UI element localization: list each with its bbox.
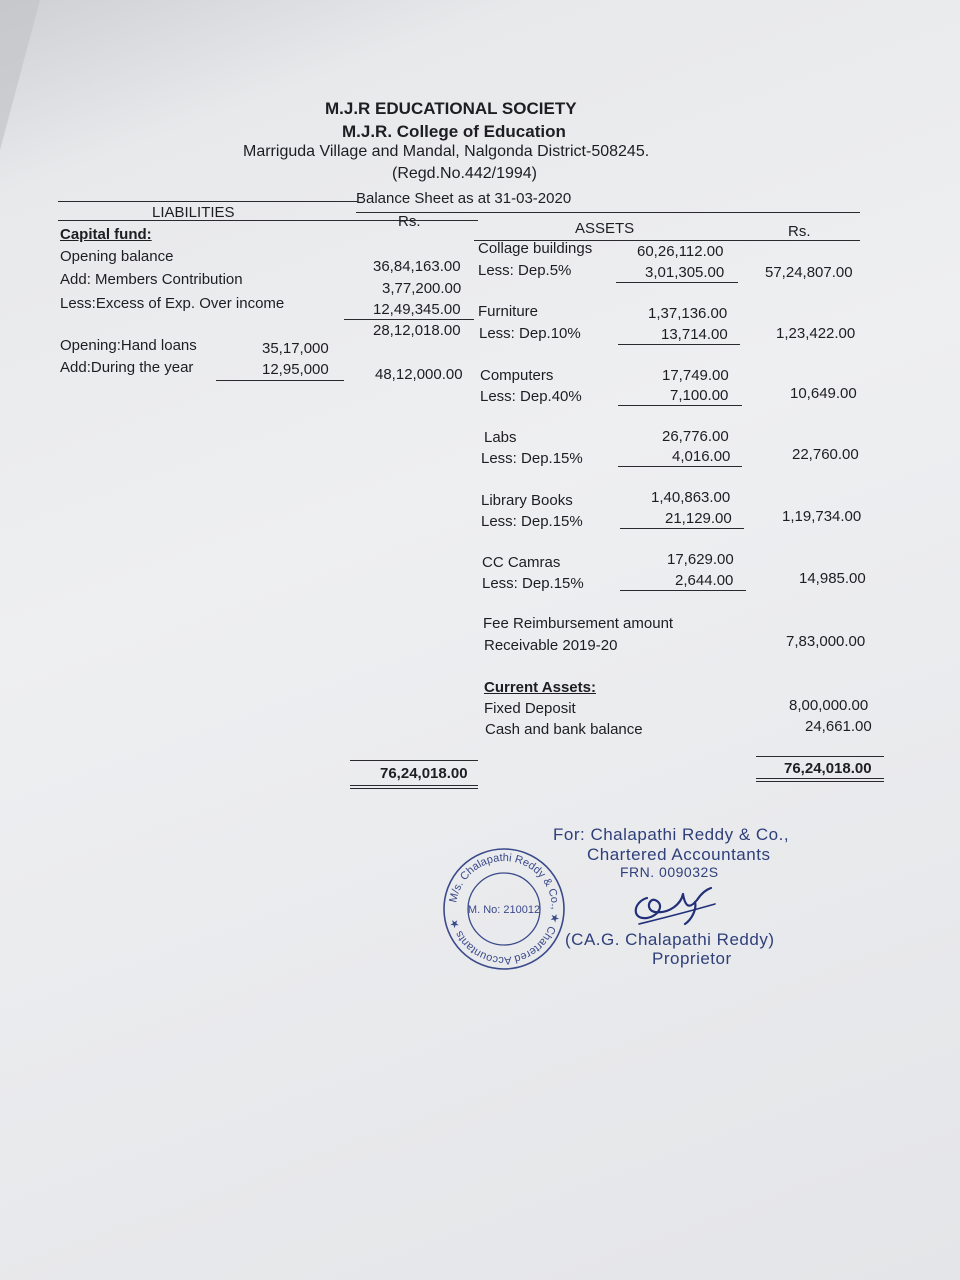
rule-liab-total-bottom-1 bbox=[350, 785, 478, 786]
stamp-membership-number: M. No: 210012 bbox=[467, 904, 541, 916]
excess-expenditure-amount: 12,49,345.00 bbox=[373, 301, 461, 318]
asset-net-furniture: 1,23,422.00 bbox=[776, 325, 856, 342]
asset-dep-label-computers: Less: Dep.40% bbox=[480, 388, 582, 405]
excess-expenditure-label: Less:Excess of Exp. Over income bbox=[60, 295, 285, 312]
members-contribution-label: Add: Members Contribution bbox=[60, 271, 243, 288]
rule-asset-total-bottom-2 bbox=[756, 781, 884, 782]
fixed-deposit-amount: 8,00,000.00 bbox=[789, 697, 869, 714]
assets-rs-heading: Rs. bbox=[788, 223, 811, 240]
hand-loans-label: Opening:Hand loans bbox=[60, 337, 197, 354]
asset-dep-label-cc-cameras: Less: Dep.15% bbox=[482, 575, 584, 592]
rule-liab-total-top bbox=[350, 760, 478, 761]
asset-name-labs: Labs bbox=[484, 429, 517, 446]
members-contribution-amount: 3,77,200.00 bbox=[382, 280, 462, 297]
address: Marriguda Village and Mandal, Nalgonda District-508245. bbox=[243, 143, 650, 160]
rule-cc-cameras bbox=[620, 590, 746, 591]
asset-name-library-books: Library Books bbox=[481, 492, 573, 509]
rule-liab-total-bottom-2 bbox=[350, 788, 478, 789]
liabilities-grand-total: 76,24,018.00 bbox=[380, 765, 468, 782]
rule-asset-total-bottom-1 bbox=[756, 778, 884, 779]
asset-dep-computers: 7,100.00 bbox=[670, 387, 729, 404]
fixed-deposit-label: Fixed Deposit bbox=[484, 700, 576, 717]
asset-dep-library-books: 21,129.00 bbox=[665, 510, 732, 527]
rule-library-books bbox=[620, 528, 744, 529]
asset-name-cc-cameras: CC Camras bbox=[482, 554, 561, 571]
assets-heading: ASSETS bbox=[575, 220, 635, 237]
asset-name-furniture: Furniture bbox=[478, 303, 539, 320]
asset-gross-cc-cameras: 17,629.00 bbox=[667, 551, 734, 568]
fee-reimbursement-label-2: Receivable 2019-20 bbox=[484, 637, 618, 654]
opening-balance-label: Opening balance bbox=[60, 248, 174, 265]
rule-asset-total-top bbox=[756, 756, 884, 757]
asset-net-labs: 22,760.00 bbox=[792, 446, 859, 463]
asset-name-buildings: Collage buildings bbox=[478, 240, 593, 257]
hand-loans-total: 48,12,000.00 bbox=[375, 366, 463, 383]
auditor-seal-stamp bbox=[440, 845, 568, 973]
asset-dep-label-buildings: Less: Dep.5% bbox=[478, 262, 572, 279]
asset-dep-cc-cameras: 2,644.00 bbox=[675, 572, 734, 589]
auditor-frn: FRN. 009032S bbox=[620, 864, 719, 880]
asset-gross-labs: 26,776.00 bbox=[662, 428, 729, 445]
cash-bank-label: Cash and bank balance bbox=[485, 721, 643, 738]
auditor-role: Proprietor bbox=[652, 949, 732, 968]
asset-dep-furniture: 13,714.00 bbox=[661, 326, 728, 343]
assets-grand-total: 76,24,018.00 bbox=[784, 760, 872, 777]
rule-furniture bbox=[618, 344, 740, 345]
auditor-firm-type: Chartered Accountants bbox=[587, 845, 771, 864]
asset-dep-label-labs: Less: Dep.15% bbox=[481, 450, 583, 467]
asset-dep-label-library-books: Less: Dep.15% bbox=[481, 513, 583, 530]
asset-gross-computers: 17,749.00 bbox=[662, 367, 729, 384]
during-year-label: Add:During the year bbox=[60, 359, 194, 376]
opening-balance-amount: 36,84,163.00 bbox=[373, 258, 461, 275]
asset-dep-label-furniture: Less: Dep.10% bbox=[479, 325, 581, 342]
rule-buildings bbox=[616, 282, 738, 283]
rule-labs bbox=[618, 466, 742, 467]
rule-top-left bbox=[58, 201, 358, 202]
registration-number: (Regd.No.442/1994) bbox=[392, 165, 537, 182]
capital-fund-heading: Capital fund: bbox=[60, 226, 152, 243]
rule-capital-subtotal bbox=[344, 319, 474, 320]
asset-net-buildings: 57,24,807.00 bbox=[765, 264, 853, 281]
asset-net-cc-cameras: 14,985.00 bbox=[799, 570, 866, 587]
asset-gross-furniture: 1,37,136.00 bbox=[648, 305, 728, 322]
rule-loans-subtotal bbox=[216, 380, 344, 381]
liabilities-heading: LIABILITIES bbox=[152, 204, 235, 221]
asset-dep-buildings: 3,01,305.00 bbox=[645, 264, 725, 281]
college-name: M.J.R. College of Education bbox=[342, 122, 566, 141]
asset-name-computers: Computers bbox=[480, 367, 554, 384]
rule-computers bbox=[618, 405, 742, 406]
sheet-title: Balance Sheet as at 31-03-2020 bbox=[356, 190, 572, 207]
auditor-for-line: For: Chalapathi Reddy & Co., bbox=[553, 825, 790, 844]
hand-loans-amount: 35,17,000 bbox=[262, 340, 329, 357]
asset-gross-library-books: 1,40,863.00 bbox=[651, 489, 731, 506]
asset-net-computers: 10,649.00 bbox=[790, 385, 857, 402]
society-name: M.J.R EDUCATIONAL SOCIETY bbox=[325, 99, 577, 118]
liabilities-rs-heading: Rs. bbox=[398, 213, 421, 230]
fee-reimbursement-label-1: Fee Reimbursement amount bbox=[483, 615, 674, 632]
current-assets-heading: Current Assets: bbox=[484, 679, 596, 696]
asset-gross-buildings: 60,26,112.00 bbox=[637, 243, 724, 260]
asset-dep-labs: 4,016.00 bbox=[672, 448, 731, 465]
auditor-name: (CA.G. Chalapathi Reddy) bbox=[565, 930, 775, 949]
capital-fund-total: 28,12,018.00 bbox=[373, 322, 461, 339]
rule-top-right bbox=[356, 212, 860, 213]
asset-net-library-books: 1,19,734.00 bbox=[782, 508, 862, 525]
stamp-ring-text: M/s. Chalapathi Reddy & Co., ★ Chartered Accountants ★ bbox=[447, 851, 562, 967]
fee-reimbursement-amount: 7,83,000.00 bbox=[786, 633, 866, 650]
cash-bank-amount: 24,661.00 bbox=[805, 718, 872, 735]
during-year-amount: 12,95,000 bbox=[262, 361, 329, 378]
handwritten-signature bbox=[625, 880, 725, 930]
